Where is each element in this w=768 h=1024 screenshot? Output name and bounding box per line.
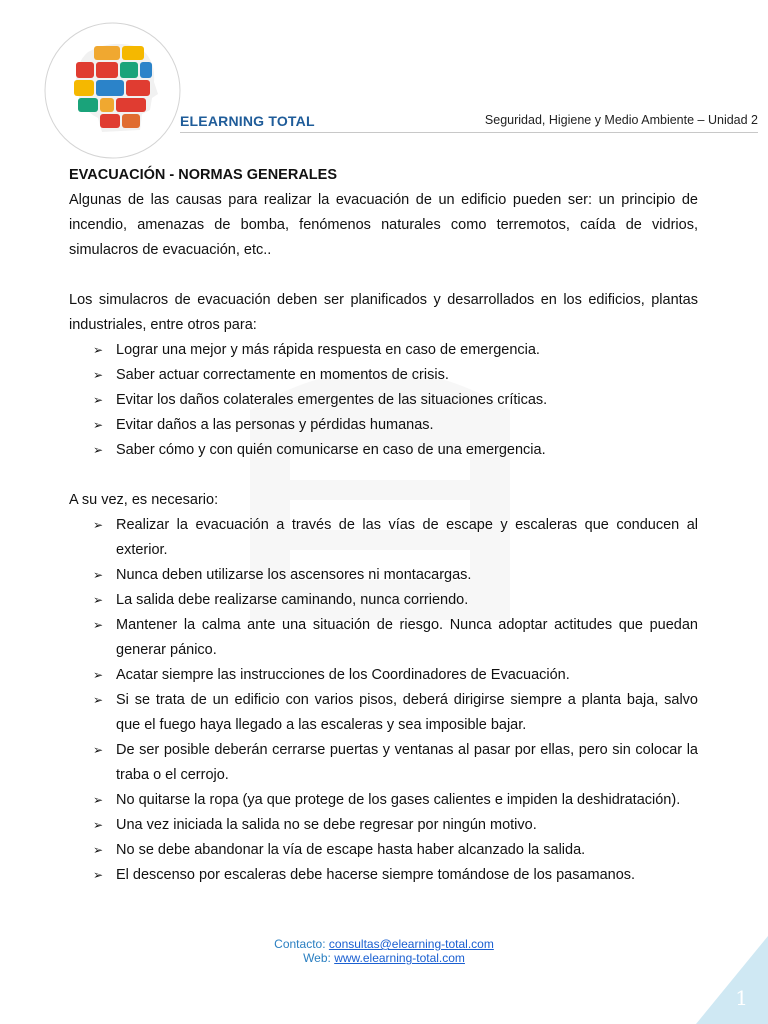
list-item-text: Saber actuar correctamente en momentos de crisis.: [116, 367, 449, 383]
intro-paragraph: Algunas de las causas para realizar la evacuación de un edificio pueden ser: un principio de incendio, amenazas de bomba, fenómenos naturales como terremotos, caída de vidrios, simulacros de evacuación, etc..: [69, 192, 698, 258]
page-number: 1: [735, 986, 748, 1010]
brand-name: ELEARNING TOTAL: [180, 113, 315, 129]
footer-contact-line: [0, 937, 768, 951]
list-item-text: Una vez iniciada la salida no se debe regresar por ningún motivo.: [116, 817, 537, 833]
bullet-arrow-icon: ➢: [93, 418, 104, 432]
list-item-text: El descenso por escaleras debe hacerse siempre tomándose de los pasamanos.: [116, 867, 636, 883]
list-item-text: Evitar daños a las personas y pérdidas humanas.: [116, 417, 434, 433]
website-link[interactable]: www.elearning-total.com: [334, 951, 465, 965]
list-item-text: Acatar siempre las instrucciones de los Coordinadores de Evacuación.: [116, 667, 570, 683]
list-item: [69, 563, 698, 588]
list-item: [69, 863, 698, 888]
list-item: [69, 438, 698, 463]
list-item: [69, 513, 698, 563]
necesario-paragraph: A su vez, es necesario:: [69, 492, 219, 508]
list-item: [69, 338, 698, 363]
simulacros-paragraph: Los simulacros de evacuación deben ser planificados y desarrollados en los edificios, plantas industriales, entre otros para:: [69, 292, 698, 333]
web-label: Web:: [303, 951, 331, 965]
list-item: [69, 838, 698, 863]
list-item: [69, 388, 698, 413]
list-item: [69, 738, 698, 788]
bullet-arrow-icon: ➢: [93, 668, 104, 682]
contact-email-link[interactable]: consultas@elearning-total.com: [328, 937, 494, 951]
list-item-text: No se debe abandonar la vía de escape hasta haber alcanzado la salida.: [116, 842, 586, 858]
list-item-text: Realizar la evacuación a través de las vías de escape y escaleras que conducen al exterior.: [116, 517, 698, 558]
head-mosaic-logo-icon: [44, 22, 181, 159]
list-item: [69, 688, 698, 738]
list-item: [69, 788, 698, 813]
document-body: [69, 163, 698, 888]
bullet-arrow-icon: ➢: [93, 593, 104, 607]
list-item-text: Nunca deben utilizarse los ascensores ni montacargas.: [116, 567, 472, 583]
bullet-arrow-icon: ➢: [93, 343, 104, 357]
bullet-arrow-icon: ➢: [93, 818, 104, 832]
list-item: [69, 413, 698, 438]
header-divider: [180, 132, 758, 133]
page-corner-decoration: [696, 936, 768, 1024]
section-title: EVACUACIÓN - NORMAS GENERALES: [69, 167, 337, 183]
necesario-bullet-list: [69, 513, 698, 888]
list-item: [69, 663, 698, 688]
company-logo: [44, 22, 181, 159]
list-item-text: Evitar los daños colaterales emergentes de las situaciones críticas.: [116, 392, 548, 408]
list-item: [69, 613, 698, 663]
list-item-text: Lograr una mejor y más rápida respuesta en caso de emergencia.: [116, 342, 540, 358]
bullet-arrow-icon: ➢: [93, 743, 104, 757]
bullet-arrow-icon: ➢: [93, 868, 104, 882]
list-item-text: Si se trata de un edificio con varios pisos, deberá dirigirse siempre a planta baja, salvo que el fuego haya llegado a las escaleras y sea imposible bajar.: [116, 692, 698, 733]
bullet-arrow-icon: ➢: [93, 693, 104, 707]
list-item-text: No quitarse la ropa (ya que protege de los gases calientes e impiden la deshidratación).: [116, 792, 681, 808]
list-item-text: Mantener la calma ante una situación de riesgo. Nunca adoptar actitudes que puedan generar pánico.: [116, 617, 698, 658]
document-header-title: Seguridad, Higiene y Medio Ambiente – Unidad 2: [484, 113, 758, 127]
spacer: [69, 263, 698, 288]
footer-web-line: [0, 951, 768, 965]
list-item: [69, 363, 698, 388]
list-item: [69, 588, 698, 613]
simulacros-bullet-list: [69, 338, 698, 463]
bullet-arrow-icon: ➢: [93, 518, 104, 532]
bullet-arrow-icon: ➢: [93, 618, 104, 632]
bullet-arrow-icon: ➢: [93, 393, 104, 407]
bullet-arrow-icon: ➢: [93, 368, 104, 382]
list-item-text: Saber cómo y con quién comunicarse en caso de una emergencia.: [116, 442, 546, 458]
spacer: [69, 463, 698, 488]
list-item-text: De ser posible deberán cerrarse puertas y ventanas al pasar por ellas, pero sin colocar la traba o el cerrojo.: [116, 742, 698, 783]
contact-label: Contacto:: [274, 937, 326, 951]
bullet-arrow-icon: ➢: [93, 568, 104, 582]
bullet-arrow-icon: ➢: [93, 843, 104, 857]
bullet-arrow-icon: ➢: [93, 443, 104, 457]
footer: [0, 937, 768, 965]
bullet-arrow-icon: ➢: [93, 793, 104, 807]
list-item-text: La salida debe realizarse caminando, nunca corriendo.: [116, 592, 469, 608]
list-item: [69, 813, 698, 838]
